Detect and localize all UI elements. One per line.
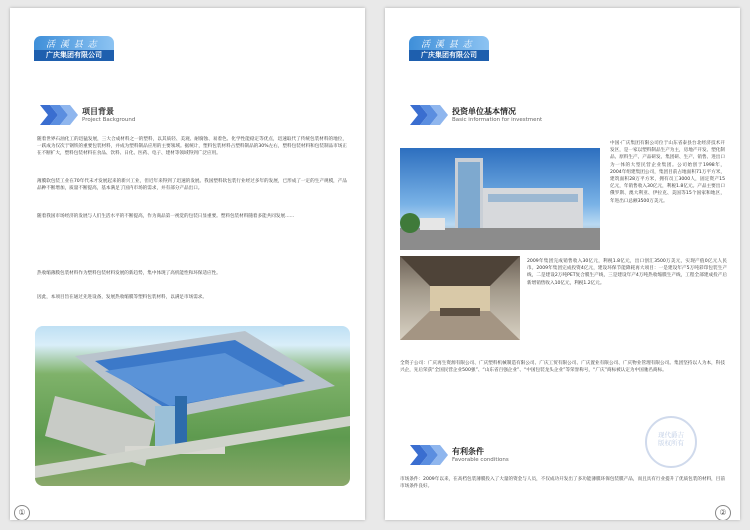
paragraph: 热收缩薄膜包装材料作为塑料包装材料发展的新趋势，集中体现了高机能性和环保适应性。 [37,271,221,276]
left-page [10,8,365,520]
brand-script-bar [34,36,114,50]
chevron-arrows-icon [410,105,448,125]
right-page [385,8,740,520]
office-interior-photo [400,256,520,340]
section-subtitle: Favorable conditions [452,457,509,463]
section-title: 投资单位基本情况 [452,107,516,116]
brand-company-name: 广庆集团有限公司 [34,50,114,61]
page-number: ① [14,505,30,520]
favorable-conditions-text: 市场条件：2009年以来，在高档包装薄膜投入了大量的资金与人员，不仅成功开发出了多功能薄膜环保包装膜产品，而且具有行业提升了优质包装的材料，目前市场条件良好。 [400,477,725,490]
watermark-line: 版权所有 [658,439,684,447]
factory-aerial-view-image [35,326,350,486]
brand-script: 活 溪 县 志 [421,40,473,50]
development-text: 2009年集团完成销售收入30亿元，利税1.8亿元，出口创汇3500万美元，实现产值0亿元人民币。2009年集团完成投资4亿元，建设环保节能降耗再大项目：一是建设年产5万吨彩印包装生产线，二是建设2万吨PET复合膜生产线，三是建设年产4万吨热收缩膜生产线，工程全部建成投产后新增销售收入10亿元，利税1.2亿元。 [527,259,727,286]
paragraph: 随着我国市场经济的发展与人们生活水平的不断提高，作为商品第一视觉的包装日显重要。塑料包装材料随着多能共同发展…… [37,214,295,219]
brand-company-name: 广庆集团有限公司 [409,50,489,61]
section-title: 有利条件 [452,447,484,456]
paragraph: 因此，本项目旨在通过先进设备，发展热收缩膜等塑料包装材料，以满足市场需求。 [37,295,207,300]
brand-script-bar [409,36,489,50]
page-number: ② [715,505,731,520]
headquarters-photo [400,148,600,250]
section-subtitle: Project Background [82,117,136,123]
watermark-line: 现代爵吉 [658,431,684,439]
brand-script: 活 溪 县 志 [46,40,98,50]
subsidiaries-text: 全资子公司：广庆再生资源有限公司、广庆塑料机械制造有限公司、广庆工贸有限公司、广庆置业有限公司、广庆物业管理有限公司。集团坚持以人为本，科技兴企，先后荣获“全国民营企业500强”、“山东省百强企业”、“中国包装龙头企业”等荣誉称号，“广庆”商标被认定为中国驰名商标。 [400,361,725,374]
chevron-arrows-icon [410,445,448,465]
brand-header [409,36,489,61]
section-subtitle: Basic information for investment [452,117,543,123]
paragraph: 随着世界石油化工的迅猛发展，三大合成材料之一的塑料，以其质轻、美观、耐腐蚀、易着色、化学性能稳定等优点，迅速取代了传统包装材料的地位，一跃成为仅次于钢铁的重要包装材料，并成为塑料制品应用的主要领域。据统计，塑料包装材料占塑料制品的30%左右，塑料包装材料和包装制品市场正在不断扩大，塑料包装材料在食品、饮料、日化、医药、电子、建材等领域得到广泛应用。 [37,137,347,157]
section-title: 项目背景 [82,107,114,116]
chevron-arrows-icon [40,105,78,125]
brand-header [34,36,114,61]
company-intro-text: 中国·广庆集团有限公司位于山东省泰县台北经济技术开发区，是一家以塑料制品生产为主，房地产开发、塑化制品、原料生产、产品研发、集团研、生产、销售、进出口为一体的大型民营企业集团。公司始创于1998年，2004年组建集团公司，集团目前占地面积71万平方米，建筑面积28万平方米，拥有员工3000人，固定资产15亿元，年销售收入30亿元，利税1.8亿元。产品主要出口俄罗斯、澳大利亚、伊拉克、美国等15个国家和地区，年进出口总额3500万美元。 [610,141,725,204]
paragraph: 薄膜软包装工业在70年代末才发展起来的新兴工业，但近年来得到了迅速的发展。我国塑料软包装行业经过多年的发展，已形成了一定的生产规模，产品品种不断增加，质量不断提高，基本满足了国内市场的需求，并有部分产品出口。 [37,179,347,192]
copyright-watermark-stamp [645,416,697,468]
